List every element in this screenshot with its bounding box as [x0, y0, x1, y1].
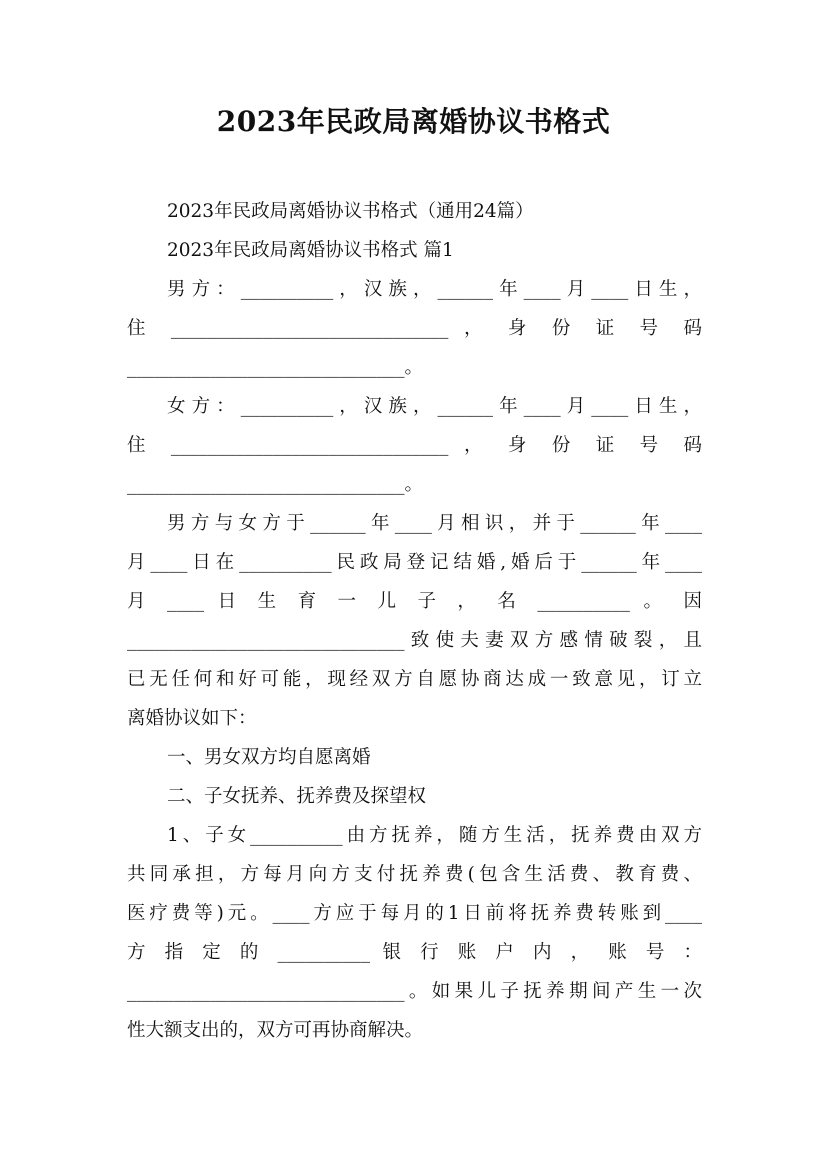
text-line: 男方：__________，汉族，______年____月____日生，	[167, 279, 702, 300]
text-line: 1、子女__________由方抚养，随方生活，抚养费由双方	[167, 825, 702, 846]
text-line: ______________________________。如果儿子抚养期间产生一次	[127, 981, 702, 1002]
text-line: 已无任何和好可能，现经双方自愿协商达成一致意见，订立	[127, 669, 702, 690]
text-line: 方 指 定 的 __________ 银 行 账 户 内 ， 账 号 ：	[127, 942, 702, 963]
text-line: 2023年民政局离婚协议书格式（通用24篇）	[167, 201, 534, 222]
text-line: 一、男女双方均自愿离婚	[167, 747, 371, 768]
text-line: 二、子女抚养、抚养费及探望权	[167, 786, 427, 807]
text-line: 离婚协议如下：	[127, 708, 257, 729]
text-line: ______________________________。	[127, 474, 424, 495]
text-line: 住 ______________________________ ， 身 份 证 号 码	[127, 318, 702, 339]
document-body	[127, 192, 702, 1050]
text-line: 女方：__________，汉族，______年____月____日生，	[167, 396, 702, 417]
text-line: 2023年民政局离婚协议书格式 篇1	[167, 240, 454, 261]
text-line: ______________________________。	[127, 357, 424, 378]
text-line: 月 ____ 日 生 育 一 儿 子 ， 名 __________ 。 因	[127, 591, 702, 612]
document-title: 2023年民政局离婚协议书格式	[216, 105, 611, 138]
text-line: 男方与女方于______年____月相识，并于______年____	[167, 513, 702, 534]
text-line: 共同承担，方每月向方支付抚养费(包含生活费、教育费、	[127, 864, 702, 885]
text-line: ______________________________致使夫妻双方感情破裂，且	[127, 630, 702, 651]
text-line: 性大额支出的，双方可再协商解决。	[127, 1020, 424, 1041]
text-line: 医疗费等)元。____方应于每月的1日前将抚养费转账到____	[127, 903, 702, 924]
text-line: 住 ______________________________ ， 身 份 证 号 码	[127, 435, 702, 456]
text-line: 月____日在__________民政局登记结婚,婚后于______年____	[127, 552, 702, 573]
